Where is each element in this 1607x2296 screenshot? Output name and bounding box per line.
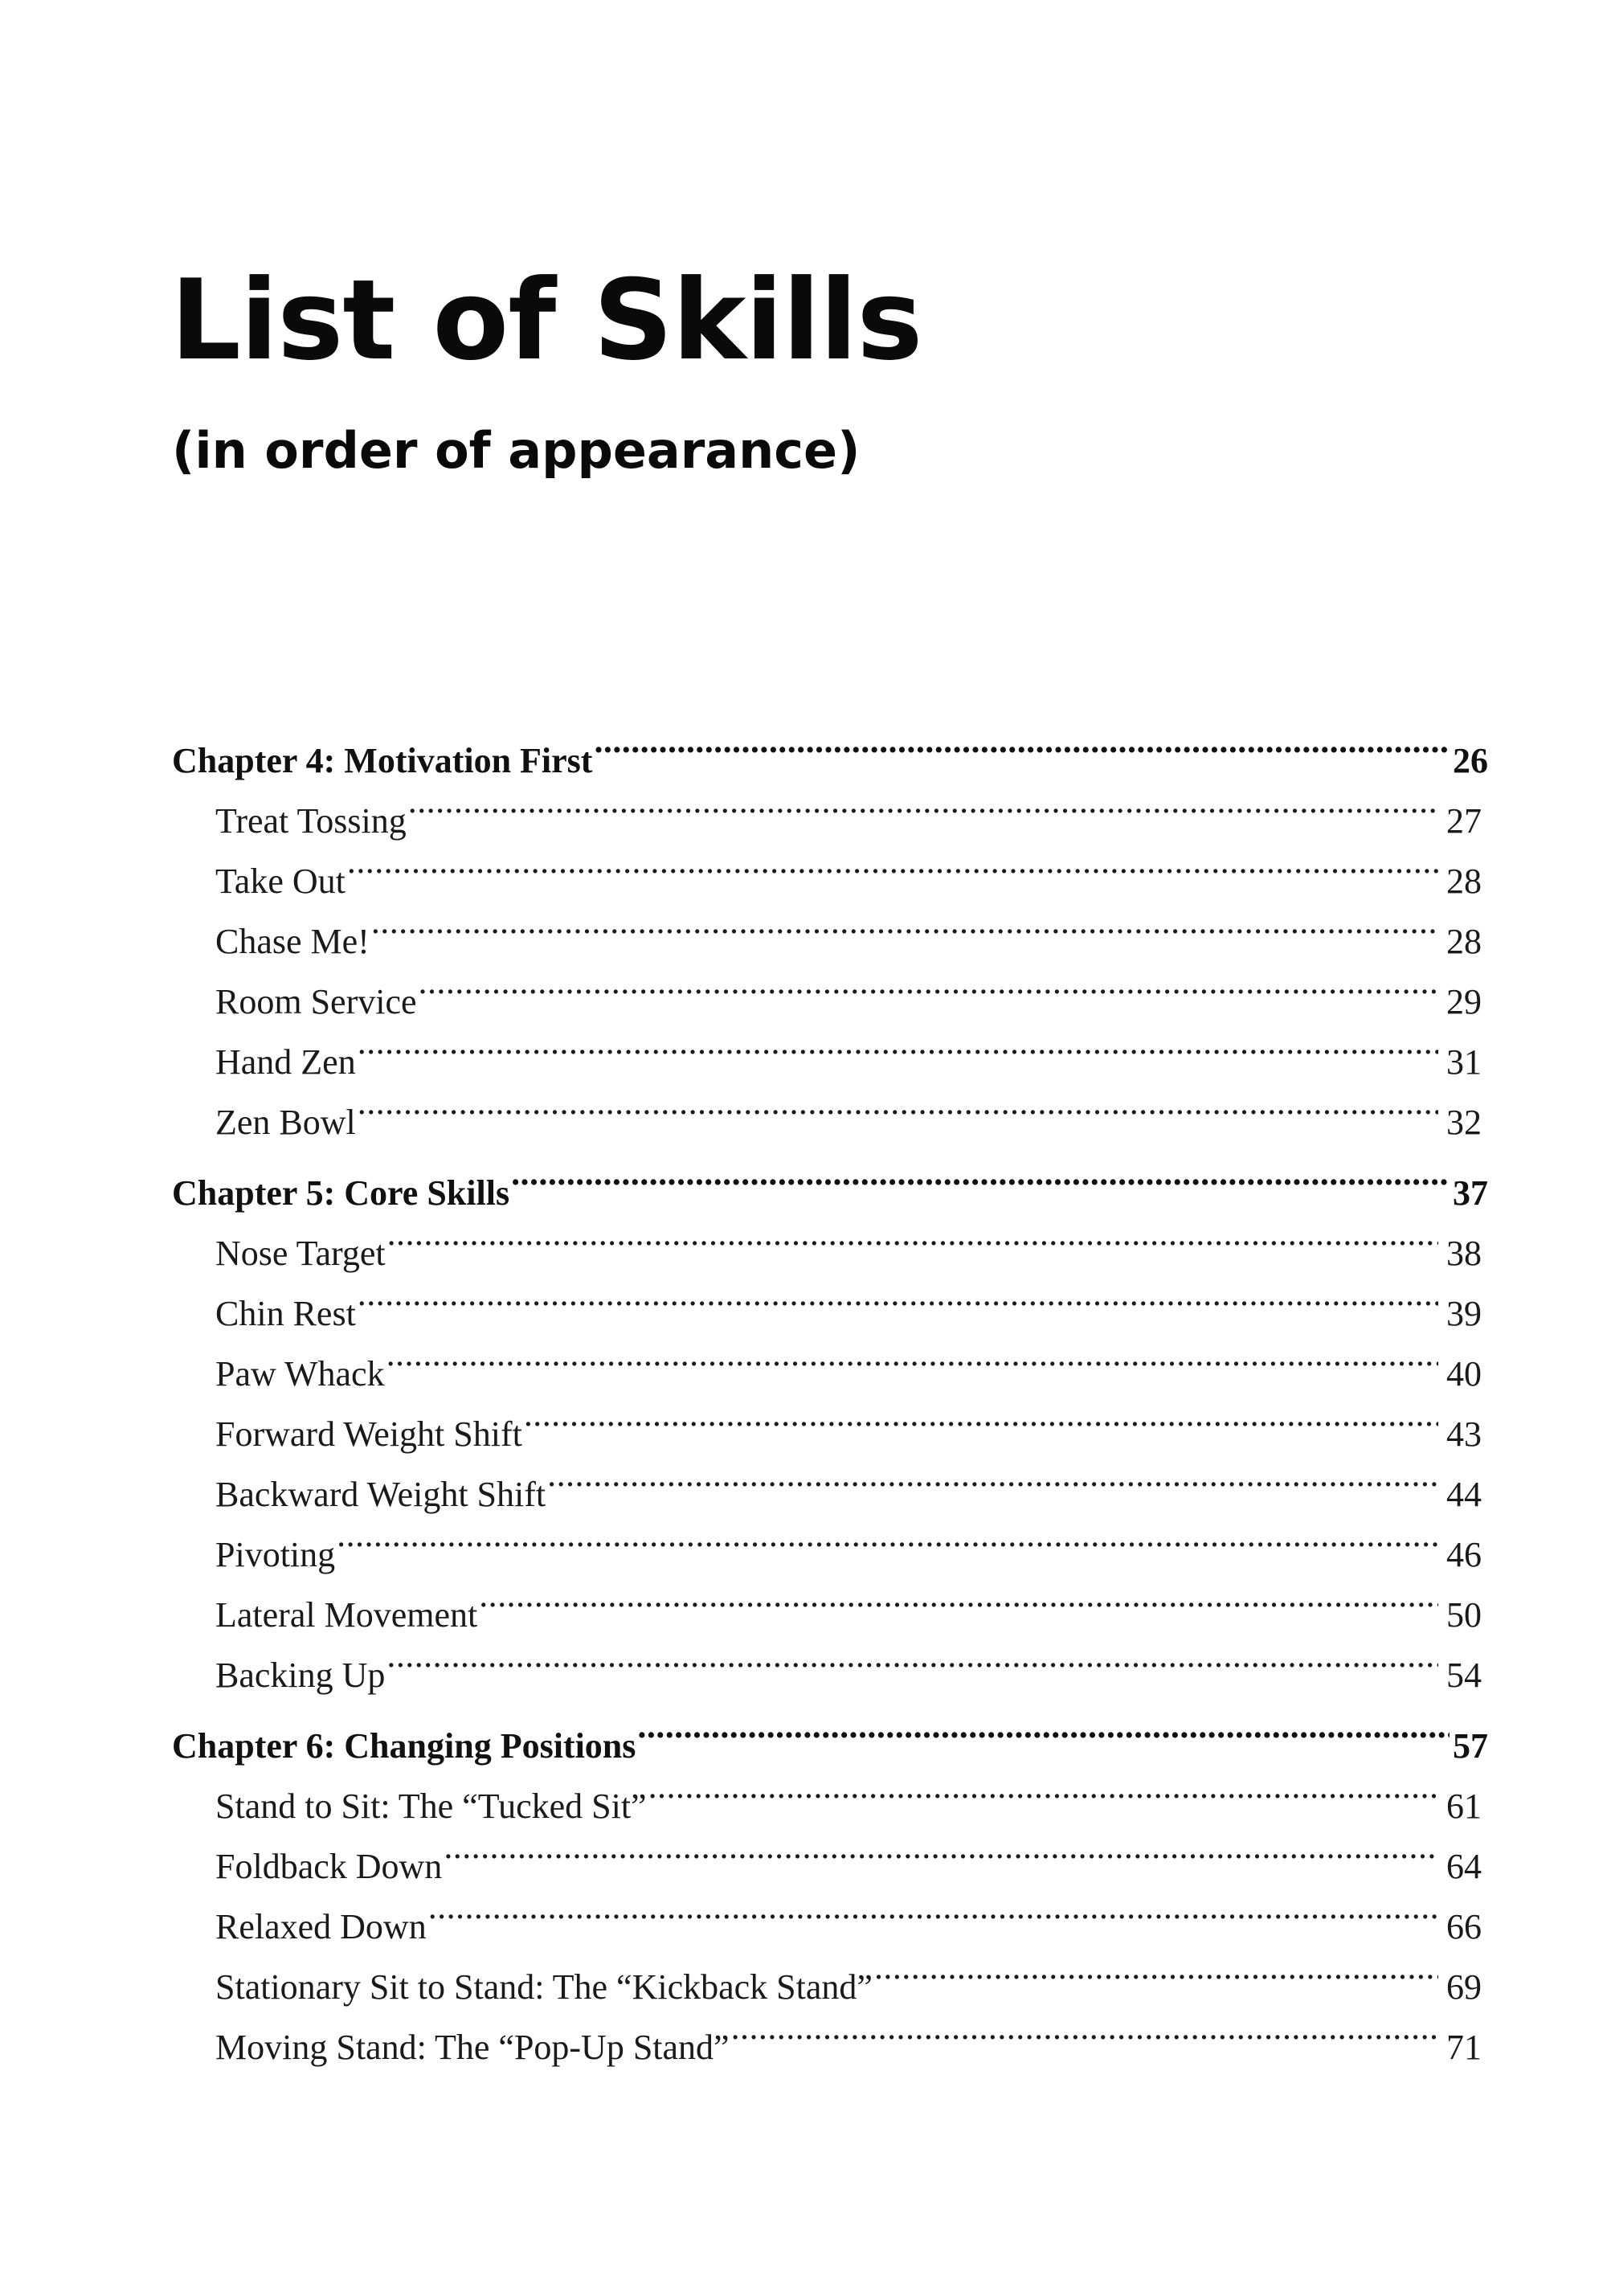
chapter-title: Chapter 4: Motivation First [172,731,592,791]
chapter-section [172,1717,1488,2077]
dot-leader [547,1471,1438,1506]
skill-page-number: 66 [1440,1897,1488,1957]
skill-name: Nose Target [215,1223,386,1283]
skill-entry [172,1344,1488,1404]
skill-page-number: 64 [1440,1836,1488,1897]
skill-name: Room Service [215,972,417,1032]
skill-entry [172,1404,1488,1464]
skill-entry [172,911,1488,972]
chapter-entry [172,1164,1488,1223]
skill-name: Backward Weight Shift [215,1464,546,1525]
dot-leader [358,1038,1438,1074]
skill-name: Chin Rest [215,1283,356,1344]
skill-entry [172,1836,1488,1897]
skill-name: Moving Stand: The “Pop-Up Stand” [215,2017,730,2077]
chapter-title: Chapter 5: Core Skills [172,1164,509,1223]
skill-entry [172,1464,1488,1525]
skill-page-number: 39 [1440,1283,1488,1344]
skill-page-number: 38 [1440,1223,1488,1283]
skill-name: Lateral Movement [215,1585,477,1645]
skill-page-number: 50 [1440,1585,1488,1645]
skill-page-number: 46 [1440,1525,1488,1585]
skill-page-number: 28 [1440,911,1488,972]
skill-entry [172,1776,1488,1836]
skill-name: Forward Weight Shift [215,1404,522,1464]
dot-leader [648,1782,1438,1818]
skill-entry [172,1283,1488,1344]
page-subtitle: (in order of appearance) [172,421,861,480]
skill-entry [172,972,1488,1032]
skill-page-number: 71 [1440,2017,1488,2077]
dot-leader [358,1290,1438,1325]
skill-page-number: 54 [1440,1645,1488,1705]
chapter-section [172,1164,1488,1705]
dot-leader [386,1350,1438,1385]
skill-entry [172,1092,1488,1152]
skill-name: Stationary Sit to Stand: The “Kickback Stand” [215,1957,873,2017]
skill-page-number: 61 [1440,1776,1488,1836]
chapter-page-number: 57 [1451,1717,1488,1776]
chapter-entry [172,1717,1488,1776]
skill-page-number: 69 [1440,1957,1488,2017]
skill-name: Hand Zen [215,1032,356,1092]
skill-page-number: 27 [1440,791,1488,851]
skill-page-number: 29 [1440,972,1488,1032]
skill-name: Backing Up [215,1645,385,1705]
chapter-page-number: 26 [1451,731,1488,791]
skill-page-number: 28 [1440,851,1488,911]
skill-page-number: 32 [1440,1092,1488,1152]
dot-leader [371,918,1438,953]
skill-name: Take Out [215,851,346,911]
dot-leader [524,1410,1438,1446]
skill-name: Foldback Down [215,1836,442,1897]
dot-leader [479,1591,1438,1627]
skill-page-number: 44 [1440,1464,1488,1525]
skill-name: Paw Whack [215,1344,385,1404]
skill-entry [172,1585,1488,1645]
skill-entry [172,1897,1488,1957]
skill-entry [172,1525,1488,1585]
dot-leader [594,737,1450,772]
skill-name: Treat Tossing [215,791,407,851]
skill-entry [172,1032,1488,1092]
skill-name: Relaxed Down [215,1897,427,1957]
skill-entry [172,791,1488,851]
page-title: List of Skills [170,256,922,385]
chapter-section [172,731,1488,1152]
dot-leader [444,1843,1438,1878]
chapter-page-number: 37 [1451,1164,1488,1223]
dot-leader [874,1963,1438,1999]
skill-name: Zen Bowl [215,1092,356,1152]
skill-page-number: 43 [1440,1404,1488,1464]
dot-leader [731,2024,1438,2059]
dot-leader [511,1169,1450,1205]
chapter-title: Chapter 6: Changing Positions [172,1717,636,1776]
skill-entry [172,2017,1488,2077]
skill-page-number: 40 [1440,1344,1488,1404]
skills-list [172,731,1488,2089]
dot-leader [428,1903,1438,1938]
dot-leader [347,857,1438,893]
dot-leader [386,1651,1438,1687]
dot-leader [358,1099,1438,1134]
dot-leader [337,1531,1438,1566]
dot-leader [637,1722,1450,1758]
dot-leader [408,797,1438,833]
dot-leader [387,1230,1438,1265]
skill-name: Pivoting [215,1525,335,1585]
skill-entry [172,1645,1488,1705]
skill-page-number: 31 [1440,1032,1488,1092]
skill-name: Chase Me! [215,911,370,972]
skill-entry [172,851,1488,911]
skill-entry [172,1957,1488,2017]
dot-leader [419,978,1438,1013]
skill-entry [172,1223,1488,1283]
skill-name: Stand to Sit: The “Tucked Sit” [215,1776,647,1836]
chapter-entry [172,731,1488,791]
